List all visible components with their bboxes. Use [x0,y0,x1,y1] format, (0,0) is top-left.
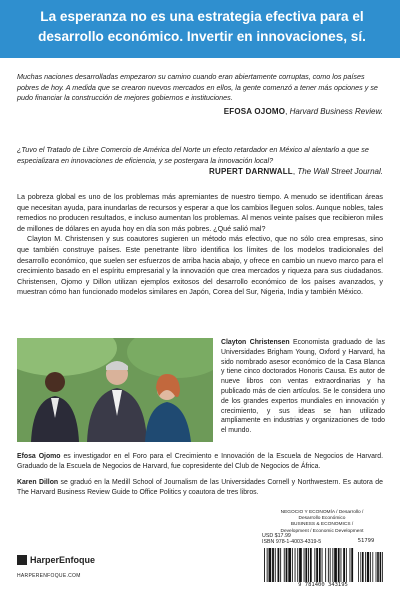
bio-ojomo-text: es investigador en el Foro para el Crecimiento e Innovación de la Escuela de Negocios de Harvard. Graduado de la Escuela de Negocios de Harvard, fue copresidente del Club de Negocios de África. [17,453,384,470]
barcode-bar [284,548,285,582]
barcode-bar [295,548,296,582]
bio-dillon [17,478,383,498]
category-line-3: BUSINESS & ECONOMICS / [290,522,354,528]
barcode-bar [272,548,274,582]
quote-ojomo-attribution: EFOSA OJOMO, Harvard Business Review. [223,107,383,116]
quote-ojomo-name: EFOSA OJOMO [223,107,286,116]
bio-ojomo [17,452,383,472]
publisher-url: HARPERENFOQUE.COM [17,573,81,579]
category-line-2: Desarrollo Económico [298,516,346,522]
category-block [262,510,382,535]
barcode-bar [328,548,329,582]
barcode-addon-bar [360,552,361,582]
bio-dillon-text: se graduó en la Medill School of Journalism de las Universidades Cornell y Northwestern. Es autora de The Harvard Business Review Guide to Office Politics y coautora de tres libros. [17,479,383,496]
barcode-bar [346,548,347,582]
barcode-bar [322,548,323,582]
synopsis-paragraph-2: Clayton M. Christensen y sus coautores sugieren un método más efectivo, que no sólo crea empresas, sino que también construye países. Este penetrante libro identifica los límites de los modelos tradicionales del desarrollo económico, que suelen ser esfuerzos de arriba hacia abajo, y ofrece en cambio un nuevo marco para el crecimiento basado en el espíritu empresarial y la innovación que crea mercados y riqueza para sus ciudadanos. Christensen, Ojomo y Dillon utilizan ejemplos exitosos del desarrollo económico de los países avanzados, y muestran cómo han funcionado modelos similares en Japón, Corea del Sur, Nigeria, India y también México. [17,234,383,297]
synopsis-paragraph-1: La pobreza global es uno de los problemas más apremiantes de nuestro tiempo. A menudo se identifican áreas que necesitan ayuda, para inundarlas de recursos y esperar a que los cambios lleguen solos. Aunque nobles, tales remedios no producen resultados, e incluso aumentan los problemas. Al menos veinte países que recibieron miles de millones de dólares en ayuda hoy en día son más pobres. ¿Qué salió mal? [17,192,383,233]
barcode-bar [299,548,302,582]
barcode-bar [292,548,293,582]
bio-christensen-text: Economista graduado de las Universidades Brigham Young, Oxford y Harvard, ha sido nombrado asesor económico de la Casa Blanca y tiene cinco doctorados Honoris Causa. Es autor de nueve libros con ventas extraordinarias y ha publicado más de cien artículos. Se le considera uno de los grandes expertos mundiales en innovación y crecimiento, y sus ideas se han utilizado ampliamente en industrias y organizaciones de todo el mundo. [221,339,385,435]
barcode-bar [308,548,309,582]
barcode-bar [310,548,312,582]
barcode-bar [286,548,288,582]
barcode-bar [280,548,281,582]
publisher-block [17,555,127,579]
barcode-bar [343,548,345,582]
quote-darnwall-source: The Wall Street Journal. [297,167,383,176]
barcode-bar [305,548,307,582]
barcode-addon-bar [380,552,382,582]
barcode-addon-bar [372,552,373,582]
bio-ojomo-name: Efosa Ojomo [17,453,61,460]
barcode-addon-bar [362,552,364,582]
price-isbn [262,533,340,545]
barcode-bar [297,548,298,582]
category-line-4: Development / Economic Development [280,528,364,534]
barcode-bar [334,548,337,582]
barcode-addon-bar [358,552,359,582]
isbn-label: ISBN 978-1-4003-4319-5 [262,539,322,545]
barcode-bar [314,548,315,582]
category-line-1: NEGOCIO Y ECONOMÍA / Desarrollo / [280,510,364,515]
price-label: USD $17.99 [262,533,291,539]
barcode-addon-bar [376,552,377,582]
quote-darnwall-name: RUPERT DARNWALL [208,167,293,176]
barcode-bar [330,548,331,582]
barcode-bar [267,548,268,582]
isbn-barcode [262,548,384,582]
barcode-addon-bar [370,552,371,582]
tagline-heading: La esperanza no es una estrategia efectiva para el desarrollo económico. Invertir en innovaciones, sí. [38,9,366,44]
barcode-digits: 9 781400 343195 [298,582,348,588]
barcode-addon-bar [367,552,369,582]
barcode-bar [350,548,351,582]
barcode-bar [316,548,318,582]
quote-darnwall-text: ¿Tuvo el Tratado de Libre Comercio de América del Norte un efecto retardador en México al alentarlo a que se especializara en innovaciones de eficiencia, y se postergara la innovación local? [17,145,369,165]
barcode-addon-bar [365,552,366,582]
barcode-bar [319,548,321,582]
publisher-logo [17,555,127,565]
barcode-bar [264,548,265,582]
barcode-bar [275,548,276,582]
synopsis [17,192,383,298]
quote-ojomo-text: Muchas naciones desarrolladas empezaron su camino cuando eran abiertamente corruptas, como los países pobres de hoy. A medida que se crearon nuevos mercados en ellos, la gente comenzó a tener más opciones y se pudo financiar la construcción de mejores gobiernos e instituciones. [17,72,378,103]
barcode-bar [341,548,342,582]
bio-christensen [221,338,385,436]
barcode-bar [332,548,333,582]
publisher-mark-icon [17,555,27,565]
barcode-addon-bar [377,552,379,582]
quote-ojomo-source: Harvard Business Review. [289,107,383,116]
barcode-bar [269,548,272,582]
header-band [0,0,400,58]
barcode-bar [325,548,326,582]
barcode-bar [288,548,291,582]
barcode-addon-digits: 51799 [357,538,375,544]
barcode-bar [351,548,353,582]
bio-dillon-name: Karen Dillon [17,479,59,486]
authors-photo [17,338,213,442]
barcode-bar [278,548,280,582]
bio-christensen-name: Clayton Christensen [221,339,290,346]
barcode-bar [338,548,340,582]
publisher-logo-text: HarperEnfoque [30,555,96,565]
barcode-bar [304,548,305,582]
barcode-addon-bar [382,552,383,582]
quote-darnwall-attribution: RUPERT DARNWALL, The Wall Street Journal. [208,167,383,176]
